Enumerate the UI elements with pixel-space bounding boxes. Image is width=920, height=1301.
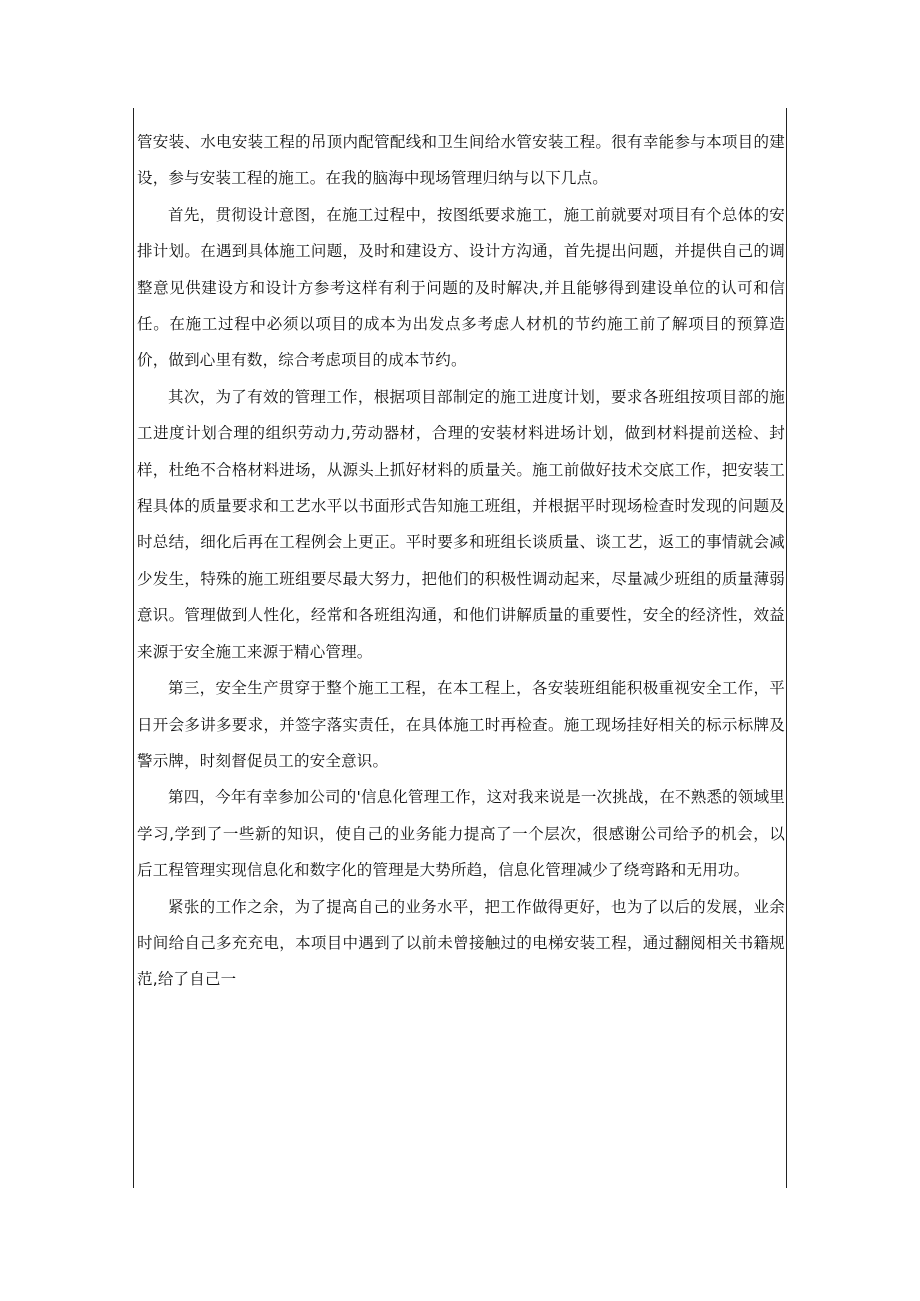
paragraph-6: 紧张的工作之余，为了提高自己的业务水平，把工作做得更好，也为了以后的发展，业余时间给自己多充充电，本项目中遇到了以前未曾接触过的电梯安装工程，通过翻阅相关书籍规范,给了自己一 [137,897,785,989]
paragraph-1: 管安装、水电安装工程的吊顶内配管配线和卫生间给水管安装工程。很有幸能参与本项目的建设，参与安装工程的施工。在我的脑海中现场管理归纳与以下几点。 [137,133,785,188]
document-body [137,124,785,998]
paragraph-2: 首先，贯彻设计意图，在施工过程中，按图纸要求施工，施工前就要对项目有个总体的安排计划。在遇到具体施工问题，及时和建设方、设计方沟通，首先提出问题，并提供自己的调整意见供建设方和设计方参考这样有利于问题的及时解决,并且能够得到建设单位的认可和信任。在施工过程中必须以项目的成本为出发点多考虑人材机的节约施工前了解项目的预算造价，做到心里有数，综合考虑项目的成本节约。 [137,205,785,370]
paragraph-4: 第三，安全生产贯穿于整个施工工程，在本工程上，各安装班组能积极重视安全工作，平日开会多讲多要求，并签字落实责任，在具体施工时再检查。施工现场挂好相关的标示标牌及警示牌，时刻督促员工的安全意识。 [137,679,785,770]
paragraph-5: 第四，今年有幸参加公司的'信息化管理工作，这对我来说是一次挑战，在不熟悉的领域里学习,学到了一些新的知识，使自己的业务能力提高了一个层次，很感谢公司给予的机会，以后工程管理实现信息化和数字化的管理是大势所趋，信息化管理减少了绕弯路和无用功。 [137,788,785,880]
paragraph-3: 其次，为了有效的管理工作，根据项目部制定的施工进度计划，要求各班组按项目部的施工进度计划合理的组织劳动力,劳动器材，合理的安装材料进场计划，做到材料提前送检、封样，杜绝不合格材料进场，从源头上抓好材料的质量关。施工前做好技术交底工作，把安装工程具体的质量要求和工艺水平以书面形式告知施工班组，并根据平时现场检查时发现的问题及时总结，细化后再在工程例会上更正。平时要多和班组长谈质量、谈工艺，返工的事情就会减少发生，特殊的施工班组要尽最大努力，把他们的积极性调动起来，尽量减少班组的质量薄弱意识。管理做到人性化，经常和各班组沟通，和他们讲解质量的重要性，安全的经济性，效益来源于安全施工来源于精心管理。 [137,387,785,661]
